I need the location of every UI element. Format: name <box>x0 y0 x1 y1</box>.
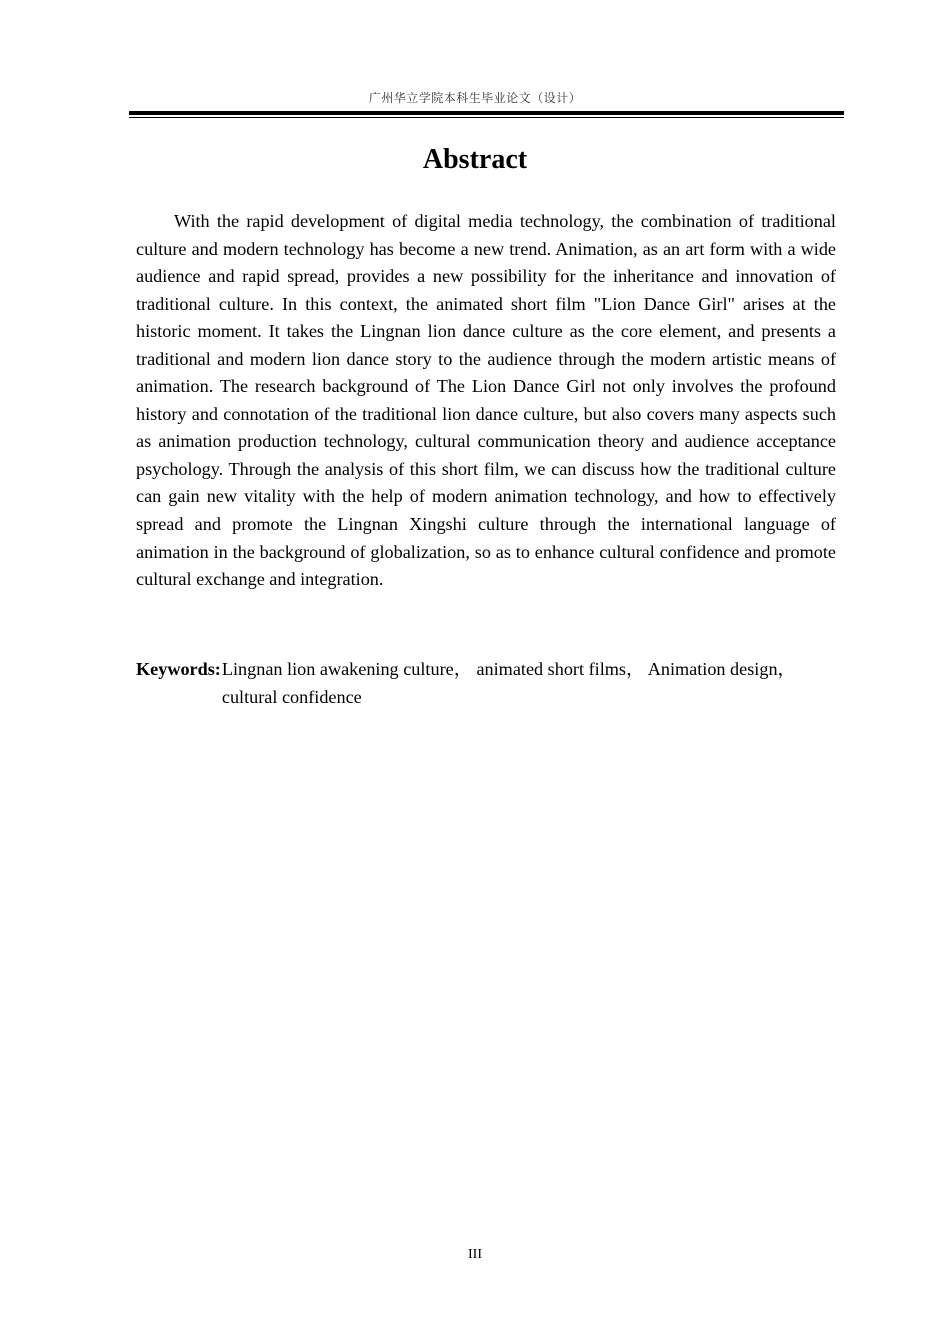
keyword-item: Lingnan lion awakening culture <box>221 659 454 679</box>
header-rule-thick <box>129 111 844 115</box>
page-title: Abstract <box>422 144 528 175</box>
keyword-separator: ， <box>625 659 645 679</box>
keyword-separator: ， <box>453 659 472 679</box>
abstract-paragraph: With the rapid development of digital media technology, the combination of traditional culture and modern technology has become a new trend. Animation, as an art form with a wide audience and rapid spread, provides a new possibility for the inheritance and innovation of traditional culture. In this context, the animated short film "Lion Dance Girl" arises at the historic moment. It takes the Lingnan lion dance culture as the core element, and presents a traditional and modern lion dance story to the audience through the modern artistic means of animation. The research background of The Lion Dance Girl not only involves the profound history and connotation of the traditional lion dance culture, but also covers many aspects such as animation production technology, cultural communication theory and audience acceptance psychology. Through the analysis of this short film, we can discuss how the traditional culture can gain new vitality with the help of modern animation technology, and how to effectively spread and promote the Lingnan Xingshi culture through the international language of animation in the background of globalization, so as to enhance cultural confidence and promote cultural exchange and integration. <box>136 211 836 590</box>
keyword-item: animated short films <box>476 659 626 679</box>
keyword-separator: ， <box>777 659 796 679</box>
keyword-item: Animation design <box>647 659 778 679</box>
keywords-list <box>221 655 836 711</box>
keywords-label: Keywords: <box>136 659 221 679</box>
keywords-section <box>136 655 836 711</box>
running-header: 广州华立学院本科生毕业论文（设计） <box>368 91 582 105</box>
page-number: III <box>468 1247 482 1262</box>
keyword-item: cultural confidence <box>221 687 362 707</box>
header-rule-thin <box>129 117 844 118</box>
